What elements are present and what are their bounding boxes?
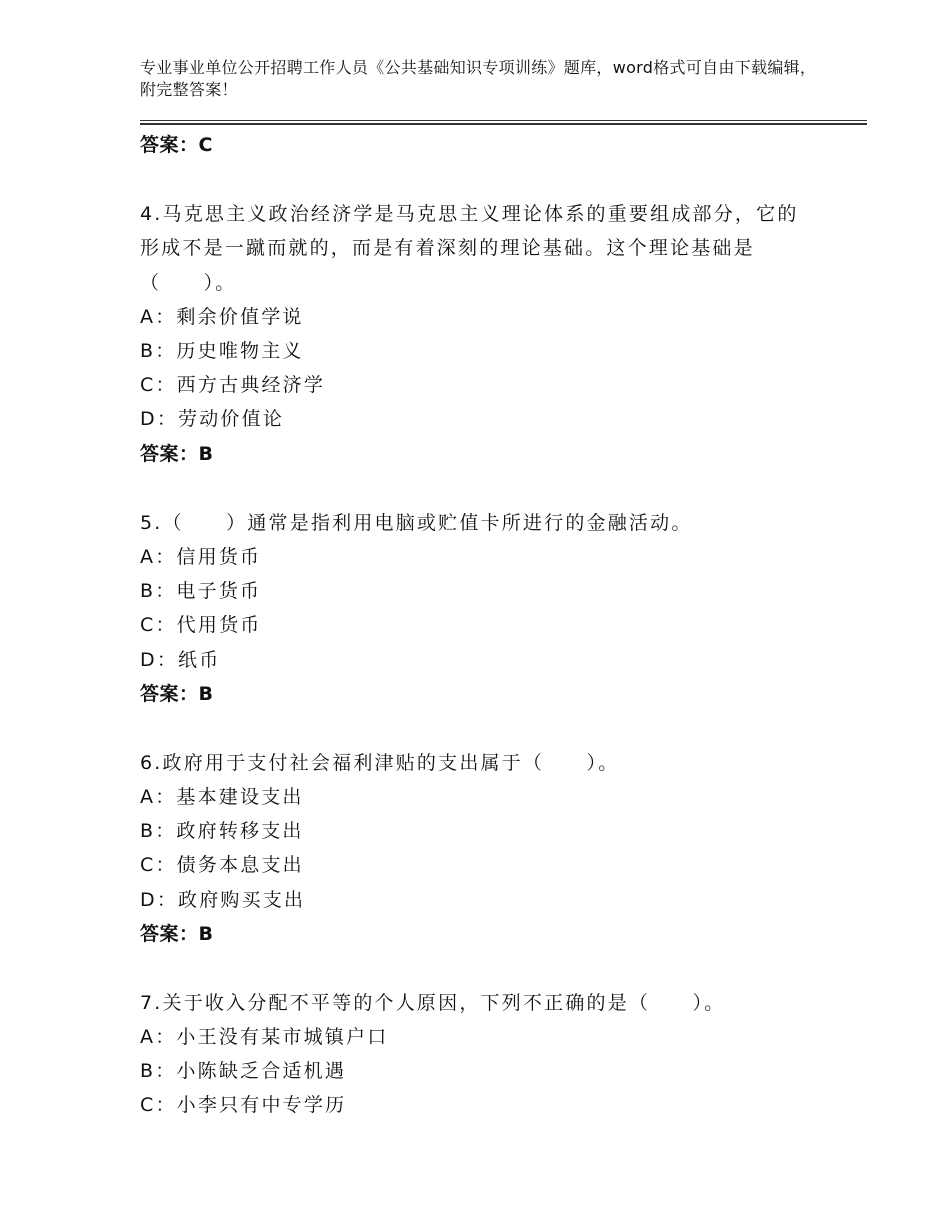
- header-divider: [140, 120, 867, 125]
- answer: 答案：B: [140, 922, 214, 945]
- question-stem: 6.政府用于支付社会福利津贴的支出属于（ ）。: [140, 751, 620, 774]
- answer: 答案：B: [140, 682, 214, 705]
- question-4: [140, 197, 800, 471]
- question-6: [140, 746, 800, 951]
- option-c: C：西方古典经济学: [140, 374, 326, 397]
- question-5: [140, 506, 800, 711]
- spacer: [140, 951, 800, 986]
- option-b: B：小陈缺乏合适机遇: [140, 1060, 347, 1083]
- spacer: [140, 711, 800, 746]
- spacer: [140, 471, 800, 506]
- document-body: [140, 128, 800, 1123]
- question-7: [140, 986, 800, 1123]
- question-stem: 7.关于收入分配不平等的个人原因，下列不正确的是（ ）。: [140, 991, 726, 1014]
- question-stem: 4.马克思主义政治经济学是马克思主义理论体系的重要组成部分，它的形成不是一蹴而就的，而是有着深刻的理论基础。这个理论基础是（ ）。: [140, 203, 799, 294]
- option-a: A：剩余价值学说: [140, 305, 304, 328]
- answer: 答案：B: [140, 442, 214, 465]
- option-b: B：历史唯物主义: [140, 340, 304, 363]
- option-c: C：小李只有中专学历: [140, 1094, 347, 1117]
- option-b: B：政府转移支出: [140, 820, 304, 843]
- option-d: D：劳动价值论: [140, 408, 285, 431]
- option-d: D：纸币: [140, 648, 221, 671]
- option-a: A：信用货币: [140, 545, 262, 568]
- option-d: D：政府购买支出: [140, 888, 306, 911]
- option-a: A：基本建设支出: [140, 785, 304, 808]
- option-c: C：债务本息支出: [140, 854, 304, 877]
- page-header: 专业事业单位公开招聘工作人员《公共基础知识专项训练》题库，word格式可自由下载编辑，附完整答案！: [140, 58, 817, 99]
- option-c: C：代用货币: [140, 614, 262, 637]
- option-b: B：电子货币: [140, 580, 262, 603]
- option-a: A：小王没有某市城镇户口: [140, 1026, 389, 1049]
- question-stem: 5.（ ）通常是指利用电脑或贮值卡所进行的金融活动。: [140, 511, 693, 534]
- answer-q3: 答案：C: [140, 134, 213, 156]
